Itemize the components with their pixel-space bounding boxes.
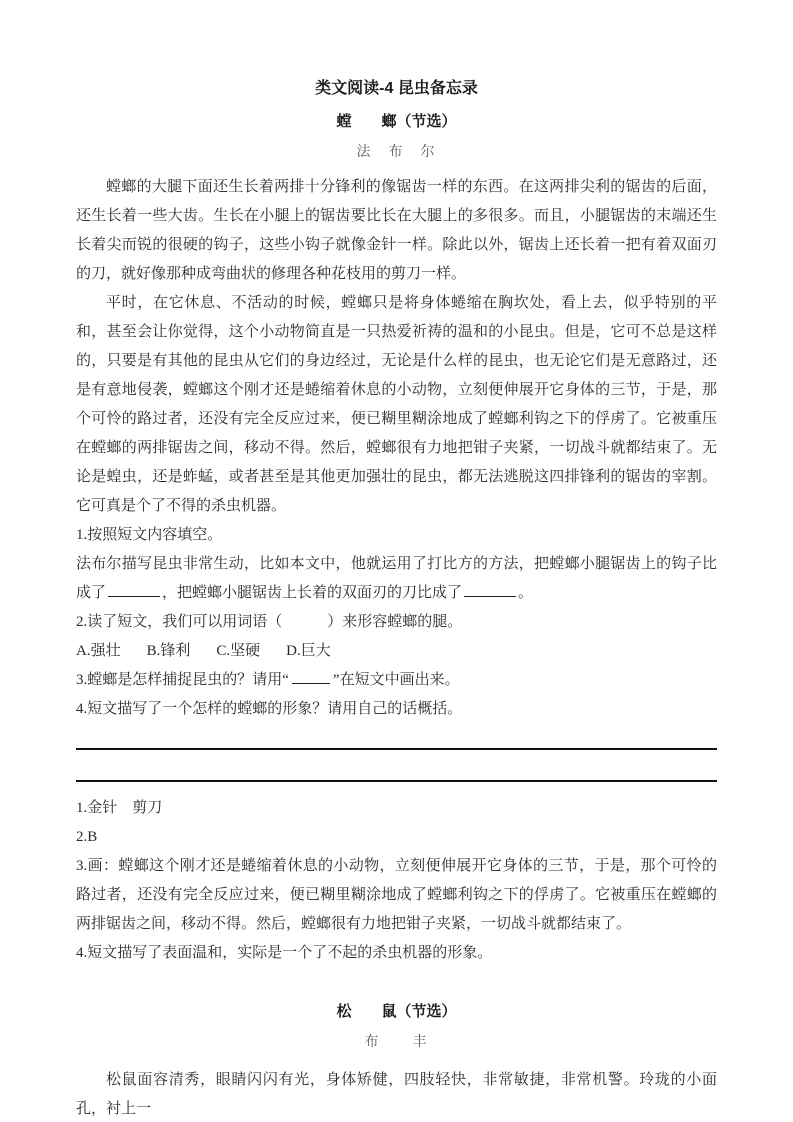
answer-writing-line-1 xyxy=(76,748,717,750)
answer-1: 1.金针 剪刀 xyxy=(76,800,163,816)
option-c: C.坚硬 xyxy=(216,643,261,659)
section-title-squirrel: 松 鼠（节选） xyxy=(336,1003,457,1020)
question-4: 4.短文描写了一个怎样的螳螂的形象？请用自己的话概括。 xyxy=(76,701,463,717)
question-2: 2.读了短文，我们可以用词语（ ）来形容螳螂的腿。 xyxy=(76,614,463,630)
answer-4: 4.短文描写了表面温和，实际是一个了不起的杀虫机器的形象。 xyxy=(76,945,493,961)
question-1-label: 1.按照短文内容填空。 xyxy=(76,527,223,543)
question-1-seg3: 。 xyxy=(518,585,534,601)
question-3 xyxy=(76,666,717,695)
author-buffon: 布 丰 xyxy=(364,1035,429,1050)
section-title-mantis: 螳 螂（节选） xyxy=(336,113,457,130)
question-3-seg2: ”在短文中画出来。 xyxy=(332,672,460,688)
question-2-options xyxy=(76,637,717,666)
answer-writing-line-2 xyxy=(76,780,717,782)
squirrel-paragraph: 松鼠面容清秀，眼睛闪闪有光，身体矫健，四肢轻快，非常敏捷，非常机警。玲珑的小面孔，衬上一 xyxy=(76,1072,717,1117)
answer-2: 2.B xyxy=(76,829,98,845)
fill-blank-1 xyxy=(108,581,160,597)
question-1-body xyxy=(76,550,717,608)
main-title: 类文阅读-4 昆虫备忘录 xyxy=(315,80,478,97)
mantis-paragraph-2: 平时，在它休息、不活动的时候，螳螂只是将身体蜷缩在胸坎处，看上去，似乎特别的平和，甚至会让你觉得，这个小动物简直是一只热爱祈祷的温和的小昆虫。但是，它可不总是这样的，只要是有其他的昆虫从它们的身边经过，无论是什么样的昆虫，也无论它们是无意路过，还是有意地侵袭，螳螂这个刚才还是蜷缩着休息的小动物，立刻便伸展开它身体的三节，于是，那个可怜的路过者，还没有完全反应过来，便已糊里糊涂地成了螳螂利钩之下的俘虏了。它被重压在螳螂的两排锯齿之间，移动不得。然后，螳螂很有力地把钳子夹紧，一切战斗就都结束了。无论是蝗虫，还是蚱蜢，或者甚至是其他更加强壮的昆虫，都无法逃脱这四排锋利的锯齿的宰割。它可真是个了不得的杀虫机器。 xyxy=(76,295,717,514)
mantis-paragraph-1: 螳螂的大腿下面还生长着两排十分锋利的像锯齿一样的东西。在这两排尖利的锯齿的后面，还生长着一些大齿。生长在小腿上的锯齿要比长在大腿上的多很多。而且，小腿锯齿的末端还生长着尖而锐的很硬的钩子，这些小钩子就像金针一样。除此以外，锯齿上还长着一把有着双面刃的刀，就好像那种成弯曲状的修理各种花枝用的剪刀一样。 xyxy=(76,179,717,282)
author-fabre: 法 布 尔 xyxy=(356,145,437,160)
question-1-seg2: ，把螳螂小腿锯齿上长着的双面刃的刀比成了 xyxy=(162,585,463,601)
option-a: A.强壮 xyxy=(76,643,121,659)
fill-blank-2 xyxy=(464,581,516,597)
option-b: B.锋利 xyxy=(146,643,191,659)
option-d: D.巨大 xyxy=(286,643,331,659)
answer-3: 3.画：螳螂这个刚才还是蜷缩着休息的小动物，立刻便伸展开它身体的三节，于是，那个可怜的路过者，还没有完全反应过来，便已糊里糊涂地成了螳螂利钩之下的俘虏了。它被重压在螳螂的两排锯齿之间，移动不得。然后，螳螂很有力地把钳子夹紧，一切战斗就都结束了。 xyxy=(76,858,717,932)
question-1-seg1: 法布尔描写昆虫非常生动，比如本文中，他就运用了打比方的方法，把螳螂小腿锯齿上的钩子比成了 xyxy=(76,556,717,601)
underline-mark-blank xyxy=(292,668,330,684)
question-3-seg1: 3.螳螂是怎样捕捉昆虫的？请用“ xyxy=(76,672,289,688)
